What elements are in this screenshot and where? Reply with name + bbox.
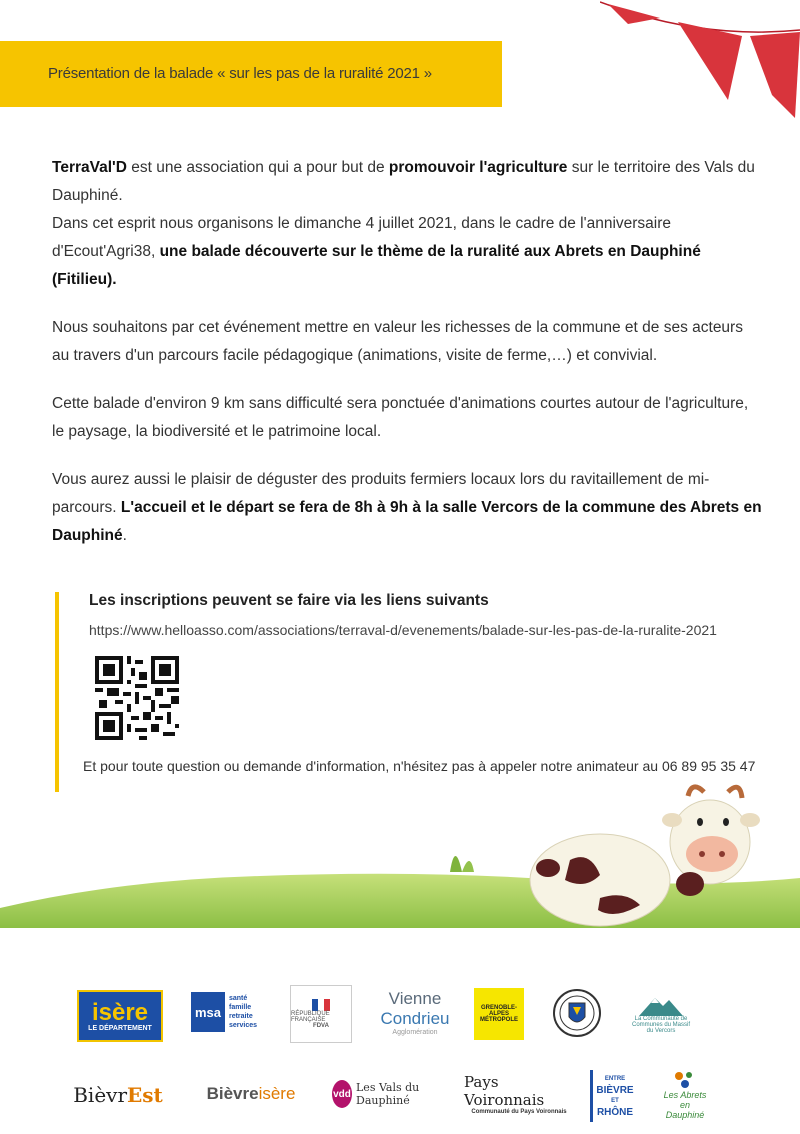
- org-name: TerraVal'D: [52, 159, 127, 176]
- cow-meadow-illustration: [0, 780, 800, 940]
- banner-title: Présentation de la balade « sur les pas de la ruralité 2021 »: [48, 65, 432, 82]
- registration-info: [55, 592, 769, 792]
- pays-voironnais-logo: Pays Voironnais Communauté du Pays Voironnais: [464, 1073, 567, 1115]
- registration-link[interactable]: https://www.helloasso.com/associations/terraval-d/evenements/balade-sur-les-pas-de-la-ruralite-2021: [89, 622, 717, 638]
- vercors-logo: La Communauté de Communes du Massif du Vercors: [630, 988, 692, 1040]
- dots-icon: [673, 1070, 697, 1090]
- contact-info: Et pour toute question ou demande d'information, n'hésitez pas à appeler notre animateur au 06 89 95 35 47: [83, 758, 756, 774]
- bievre-isere-logo: Bièvre isère: [206, 1084, 296, 1103]
- seal-logo-icon: [552, 985, 602, 1041]
- title-banner: [0, 41, 502, 107]
- intro-text: [52, 154, 762, 570]
- registration-title: Les inscriptions peuvent se faire via les liens suivants: [89, 592, 489, 609]
- bievre-rhone-logo: ENTRE BIÈVRE ET RHÔNE: [590, 1070, 637, 1122]
- qr-code-icon[interactable]: [95, 656, 179, 740]
- intro-paragraph-1: TerraVal'D est une association qui a pour but de promouvoir l'agriculture sur le territoire des Vals du Dauphiné. Dans cet esprit nous organisons le dimanche 4 juillet 2021, dans le cadre de l'anniversaire d'Ecout'Agri38, une balade découverte sur le thème de la ruralité aux Abrets en Dauphiné (Fitilieu).: [52, 159, 755, 288]
- bievre-est-logo: Bièvr Est: [73, 1083, 163, 1107]
- les-abrets-logo: Les Abrets en Dauphiné: [660, 1066, 710, 1124]
- intro-paragraph-4: Vous aurez aussi le plaisir de déguster des produits fermiers locaux lors du ravitaillement de mi-parcours. L'accueil et le départ se fera de 8h à 9h à la salle Vercors de la commune des Abrets en Dauphiné.: [52, 471, 762, 544]
- grenoble-metropole-logo: GRENOBLE-ALPES MÉTROPOLE: [474, 988, 524, 1040]
- mountain-icon: [639, 994, 683, 1016]
- intro-paragraph-3: Cette balade d'environ 9 km sans difficulté sera ponctuée d'animations courtes autour de l'agriculture, le paysage, la biodiversité et le patrimoine local.: [52, 395, 749, 440]
- partner-logos-row-2: [0, 1064, 800, 1134]
- republique-francaise-logo: RÉPUBLIQUE FRANÇAISE FDVA: [290, 985, 352, 1043]
- partner-logos-row-1: [0, 980, 800, 1050]
- flag-icon: [311, 999, 331, 1011]
- vienne-condrieu-logo: Vienne Condrieu Agglomération: [380, 988, 450, 1036]
- isere-logo: isère LE DÉPARTEMENT: [77, 990, 163, 1042]
- msa-logo: msa santé famille retraite services: [184, 990, 264, 1034]
- vals-du-dauphine-logo: vdd Les Vals du Dauphiné: [333, 1081, 420, 1107]
- bunting-flags-decoration: [600, 0, 800, 130]
- intro-paragraph-2: Nous souhaitons par cet événement mettre en valeur les richesses de la commune et de ses acteurs au travers d'un parcours facile pédagogique (animations, visite de ferme,…) et convivial.: [52, 319, 743, 364]
